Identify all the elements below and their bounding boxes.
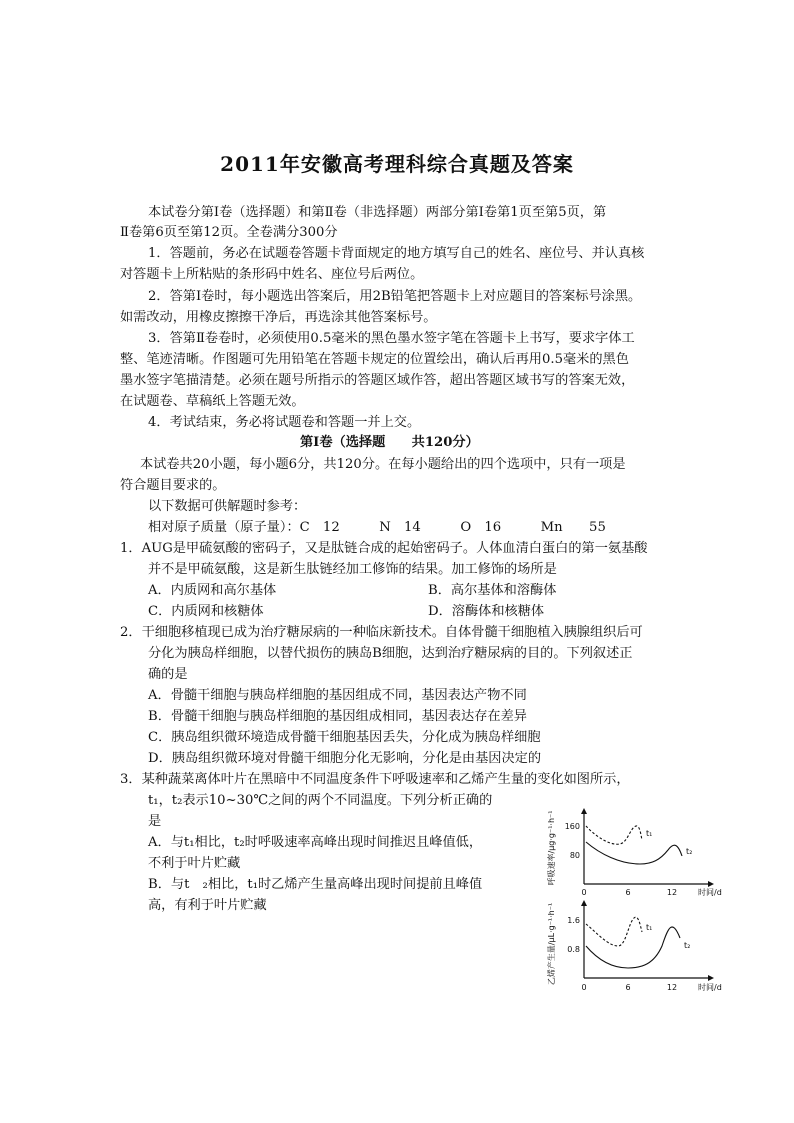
- instruction-3-cont: 在试题卷、草稿纸上答题无效。: [120, 394, 305, 409]
- section-description-cont: 符合题目要求的。: [120, 478, 226, 493]
- question-3-figure: [540, 806, 730, 996]
- x-axis-label: 时间/d: [698, 888, 722, 897]
- y-tick-label: 160: [564, 822, 580, 831]
- y-tick-label: 80: [569, 851, 580, 860]
- series-label-t2: t₂: [686, 847, 693, 856]
- respiration-y-axis-label: 呼吸速率/μg·g⁻¹·h⁻¹: [547, 810, 556, 886]
- document-title: 2011年安徽高考理科综合真题及答案: [220, 152, 574, 176]
- y-tick-label: 0.8: [567, 945, 580, 954]
- intro-line: 本试卷分第Ⅰ卷（选择题）和第Ⅱ卷（非选择题）两部分第Ⅰ卷第1页至第5页，第: [148, 205, 607, 220]
- question-2-option-b: B．骨髓干细胞与胰岛样细胞的基因组成相同，基因表达存在差异: [148, 709, 527, 724]
- atomic-masses: 相对原子质量（原子量）：C 12 N 14 O 16 Mn 55: [148, 520, 606, 535]
- question-1-option-c: C．内质网和核糖体: [148, 604, 264, 619]
- intro-line: Ⅱ卷第6页至第12页。全卷满分300分: [120, 225, 338, 240]
- series-label-t1: t₁: [646, 829, 653, 838]
- question-2-option-c: C．胰岛组织微环境造成骨髓干细胞基因丢失，分化成为胰岛样细胞: [148, 730, 541, 745]
- x-tick-label: 0: [581, 983, 587, 992]
- t2-respiration-curve: [586, 842, 682, 864]
- ethylene-production-panel: [546, 900, 722, 992]
- t1-ethylene-curve: [586, 917, 642, 946]
- question-3-option-a-cont: 不利于叶片贮藏: [148, 856, 241, 871]
- question-1-stem: 1．AUG是甲硫氨酸的密码子，又是肽链合成的起始密码子。人体血清白蛋白的第一氨基酸: [120, 541, 648, 556]
- instruction-3: 3．答第Ⅱ卷卷时，必须使用0.5毫米的黑色墨水签字笔在答题卡上书写，要求字体工: [148, 331, 635, 346]
- question-3-stem-cont: 是: [148, 814, 162, 829]
- question-3-stem: 3．某种蔬菜离体叶片在黑暗中不同温度条件下呼吸速率和乙烯产生量的变化如图所示，: [120, 772, 630, 787]
- y-arrow-icon: [581, 808, 587, 814]
- y-tick-label: 1.6: [567, 916, 580, 925]
- instruction-3-cont: 整、笔迹清晰。作图题可先用铅笔在答题卡规定的位置绘出，确认后再用0.5毫米的黑色: [120, 352, 629, 367]
- question-2-stem-cont: 确的是: [148, 667, 188, 682]
- instruction-3-cont: 墨水签字笔描清楚。必须在题号所指示的答题区域作答，超出答题区域书写的答案无效，: [120, 373, 635, 388]
- instruction-1-cont: 对答题卡上所粘贴的条形码中姓名、座位号后两位。: [120, 267, 424, 282]
- y-arrow-icon: [581, 900, 587, 906]
- x-axis-label: 时间/d: [698, 983, 722, 992]
- question-1-option-a: A．内质网和高尔基体: [148, 583, 277, 598]
- x-tick-label: 0: [581, 888, 587, 897]
- instruction-2: 2．答第Ⅰ卷时，每小题选出答案后，用2B铅笔把答题卡上对应题目的答案标号涂黑。: [148, 289, 642, 304]
- question-3-option-a: A．与t₁相比，t₂时呼吸速率高峰出现时间推迟且峰值低，: [148, 835, 483, 850]
- series-label-t2: t₂: [684, 941, 691, 950]
- instruction-1: 1．答题前，务必在试题卷答题卡背面规定的地方填写自己的姓名、座位号、并认真核: [148, 246, 645, 261]
- question-2-option-d: D．胰岛组织微环境对骨髓干细胞分化无影响，分化是由基因决定的: [148, 751, 542, 766]
- section-description: 本试卷共20小题，每小题6分，共120分。在每小题给出的四个选项中，只有一项是: [140, 457, 626, 472]
- question-2-stem-cont: 分化为胰岛样细胞，以替代损伤的胰岛B细胞，达到治疗糖尿病的目的。下列叙述正: [148, 646, 633, 661]
- question-2-stem: 2．干细胞移植现已成为治疗糖尿病的一种临床新技术。自体骨髓干细胞植入胰腺组织后可: [120, 625, 643, 640]
- x-tick-label: 12: [666, 888, 678, 897]
- section-heading: 第Ⅰ卷（选择题 共120分）: [300, 435, 479, 450]
- question-2-option-a: A．骨髓干细胞与胰岛样细胞的基因组成不同，基因表达产物不同: [148, 688, 527, 703]
- x-tick-label: 12: [666, 983, 678, 992]
- respiration-rate-panel: [546, 808, 722, 897]
- x-arrow-icon: [708, 881, 714, 887]
- reference-note: 以下数据可供解题时参考：: [148, 499, 307, 514]
- question-1-option-d: D．溶酶体和核糖体: [428, 604, 545, 619]
- series-label-t1: t₁: [646, 923, 653, 932]
- x-arrow-icon: [708, 975, 714, 981]
- x-tick-label: 6: [625, 983, 631, 992]
- t2-ethylene-curve: [586, 927, 680, 968]
- question-3-option-b: B．与t ₂相比，t₁时乙烯产生量高峰出现时间提前且峰值: [148, 877, 483, 892]
- question-3-stem-cont: t₁，t₂表示10~30℃之间的两个不同温度。下列分析正确的: [148, 793, 493, 808]
- question-1-stem-cont: 并不是甲硫氨酸，这是新生肽链经加工修饰的结果。加工修饰的场所是: [148, 562, 557, 577]
- instruction-4: 4．考试结束，务必将试题卷和答题一并上交。: [148, 415, 421, 430]
- question-3-option-b-cont: 高，有利于叶片贮藏: [148, 898, 267, 913]
- x-tick-label: 6: [625, 888, 631, 897]
- ethylene-y-axis-label: 乙烯产生量/μL·g⁻¹·h⁻¹: [547, 902, 556, 986]
- question-1-option-b: B．高尔基体和溶酶体: [428, 583, 557, 598]
- t1-respiration-curve: [586, 826, 642, 844]
- instruction-2-cont: 如需改动，用橡皮擦擦干净后，再选涂其他答案标号。: [120, 310, 437, 325]
